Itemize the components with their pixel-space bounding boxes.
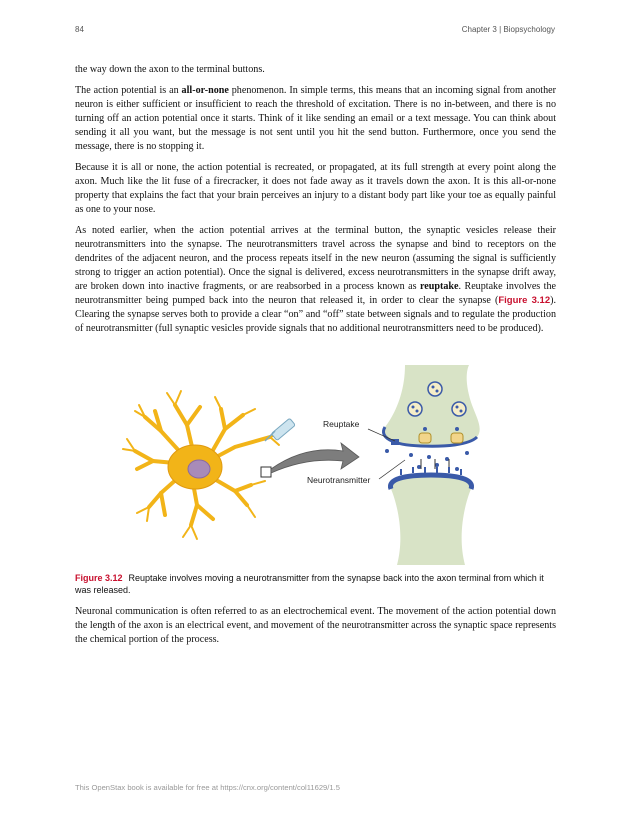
term-all-or-none: all-or-none [181,85,229,96]
zoom-arrow [271,443,359,473]
paragraph-2: Because it is all or none, the action potential is recreated, or propagated, at its full strength at every point along the axon. Much like the lit fuse of a firecracker, it does not fade away as it travels down the axon. It is this all-or-none property that explains the fact that your brain perceives an injury to a distant body part like your toe as equally painful as one to your nose. [75,162,556,215]
page-footer: This OpenStax book is available for free at https://cnx.org/content/col11629/1.5 [75,783,340,792]
p3-after: ). Clearing the synapse serves both to provide a clear “on” and “off” state between signals and to regulate the production of neurotransmitter (full synaptic vesicles provide signals that no additional neurotransmitters need to be produced). [75,295,556,334]
p1-after: phenomenon. In simple terms, this means that an incoming signal from another neuron is either sufficient or insufficient to reach the threshold of excitation. There is no in-between, and there is no turning off an action potential once it starts. Think of it like sending an email or a text message. You can think about sending it all you want, but the message is not sent until you hit the send button. Furthermore, once you send the message, there is no stopping it. [75,85,556,152]
page-number: 84 [75,25,84,34]
paragraph-3 [75,224,556,336]
zoom-box [261,467,271,477]
paragraph-1 [75,84,556,154]
label-reuptake: Reuptake [323,419,360,429]
figure-caption [75,572,556,596]
neuron-illustration [123,391,295,539]
p1-before: The action potential is an [75,85,182,96]
caption-text: Reuptake involves moving a neurotransmitter from the synapse back into the axon terminal from which it was released. [75,573,544,595]
caption-label: Figure 3.12 [75,573,123,583]
term-reuptake: reuptake [419,281,459,292]
closing-paragraph: Neuronal communication is often referred to as an electrochemical event. The movement of the action potential down the length of the axon is an electrical event, and movement of the neurotransmitter across the synaptic space represents the chemical portion of the process. [75,606,556,645]
reuptake-figure [75,365,556,565]
chapter-header: Chapter 3 | Biopsychology [461,25,555,34]
p3-middle: . Reuptake involves the neurotransmitter being pumped back into the neuron that released it, in order to clear the synapse ( [75,281,556,306]
figure-link[interactable]: Figure 3.12 [498,295,551,306]
paragraph-0: the way down the axon to the terminal buttons. [75,64,265,75]
p3-before: As noted earlier, when the action potential arrives at the terminal button, the synaptic vesicles release their neurotransmitters into the synapse. The neurotransmitters travel across the synapse and bind to receptors on the dendrites of the adjacent neuron, and the process repeats itself in the new neuron (assuming the signal is sufficiently strong to trigger an action potential). Once the signal is delivered, excess neurotransmitters in the synapse drift away, are broken down into inactive fragments, or are reabsorbed in a process known as [75,225,556,292]
main-text [75,63,556,343]
neurotransmitters [385,449,469,471]
label-neurotransmitter: Neurotransmitter [307,475,371,485]
